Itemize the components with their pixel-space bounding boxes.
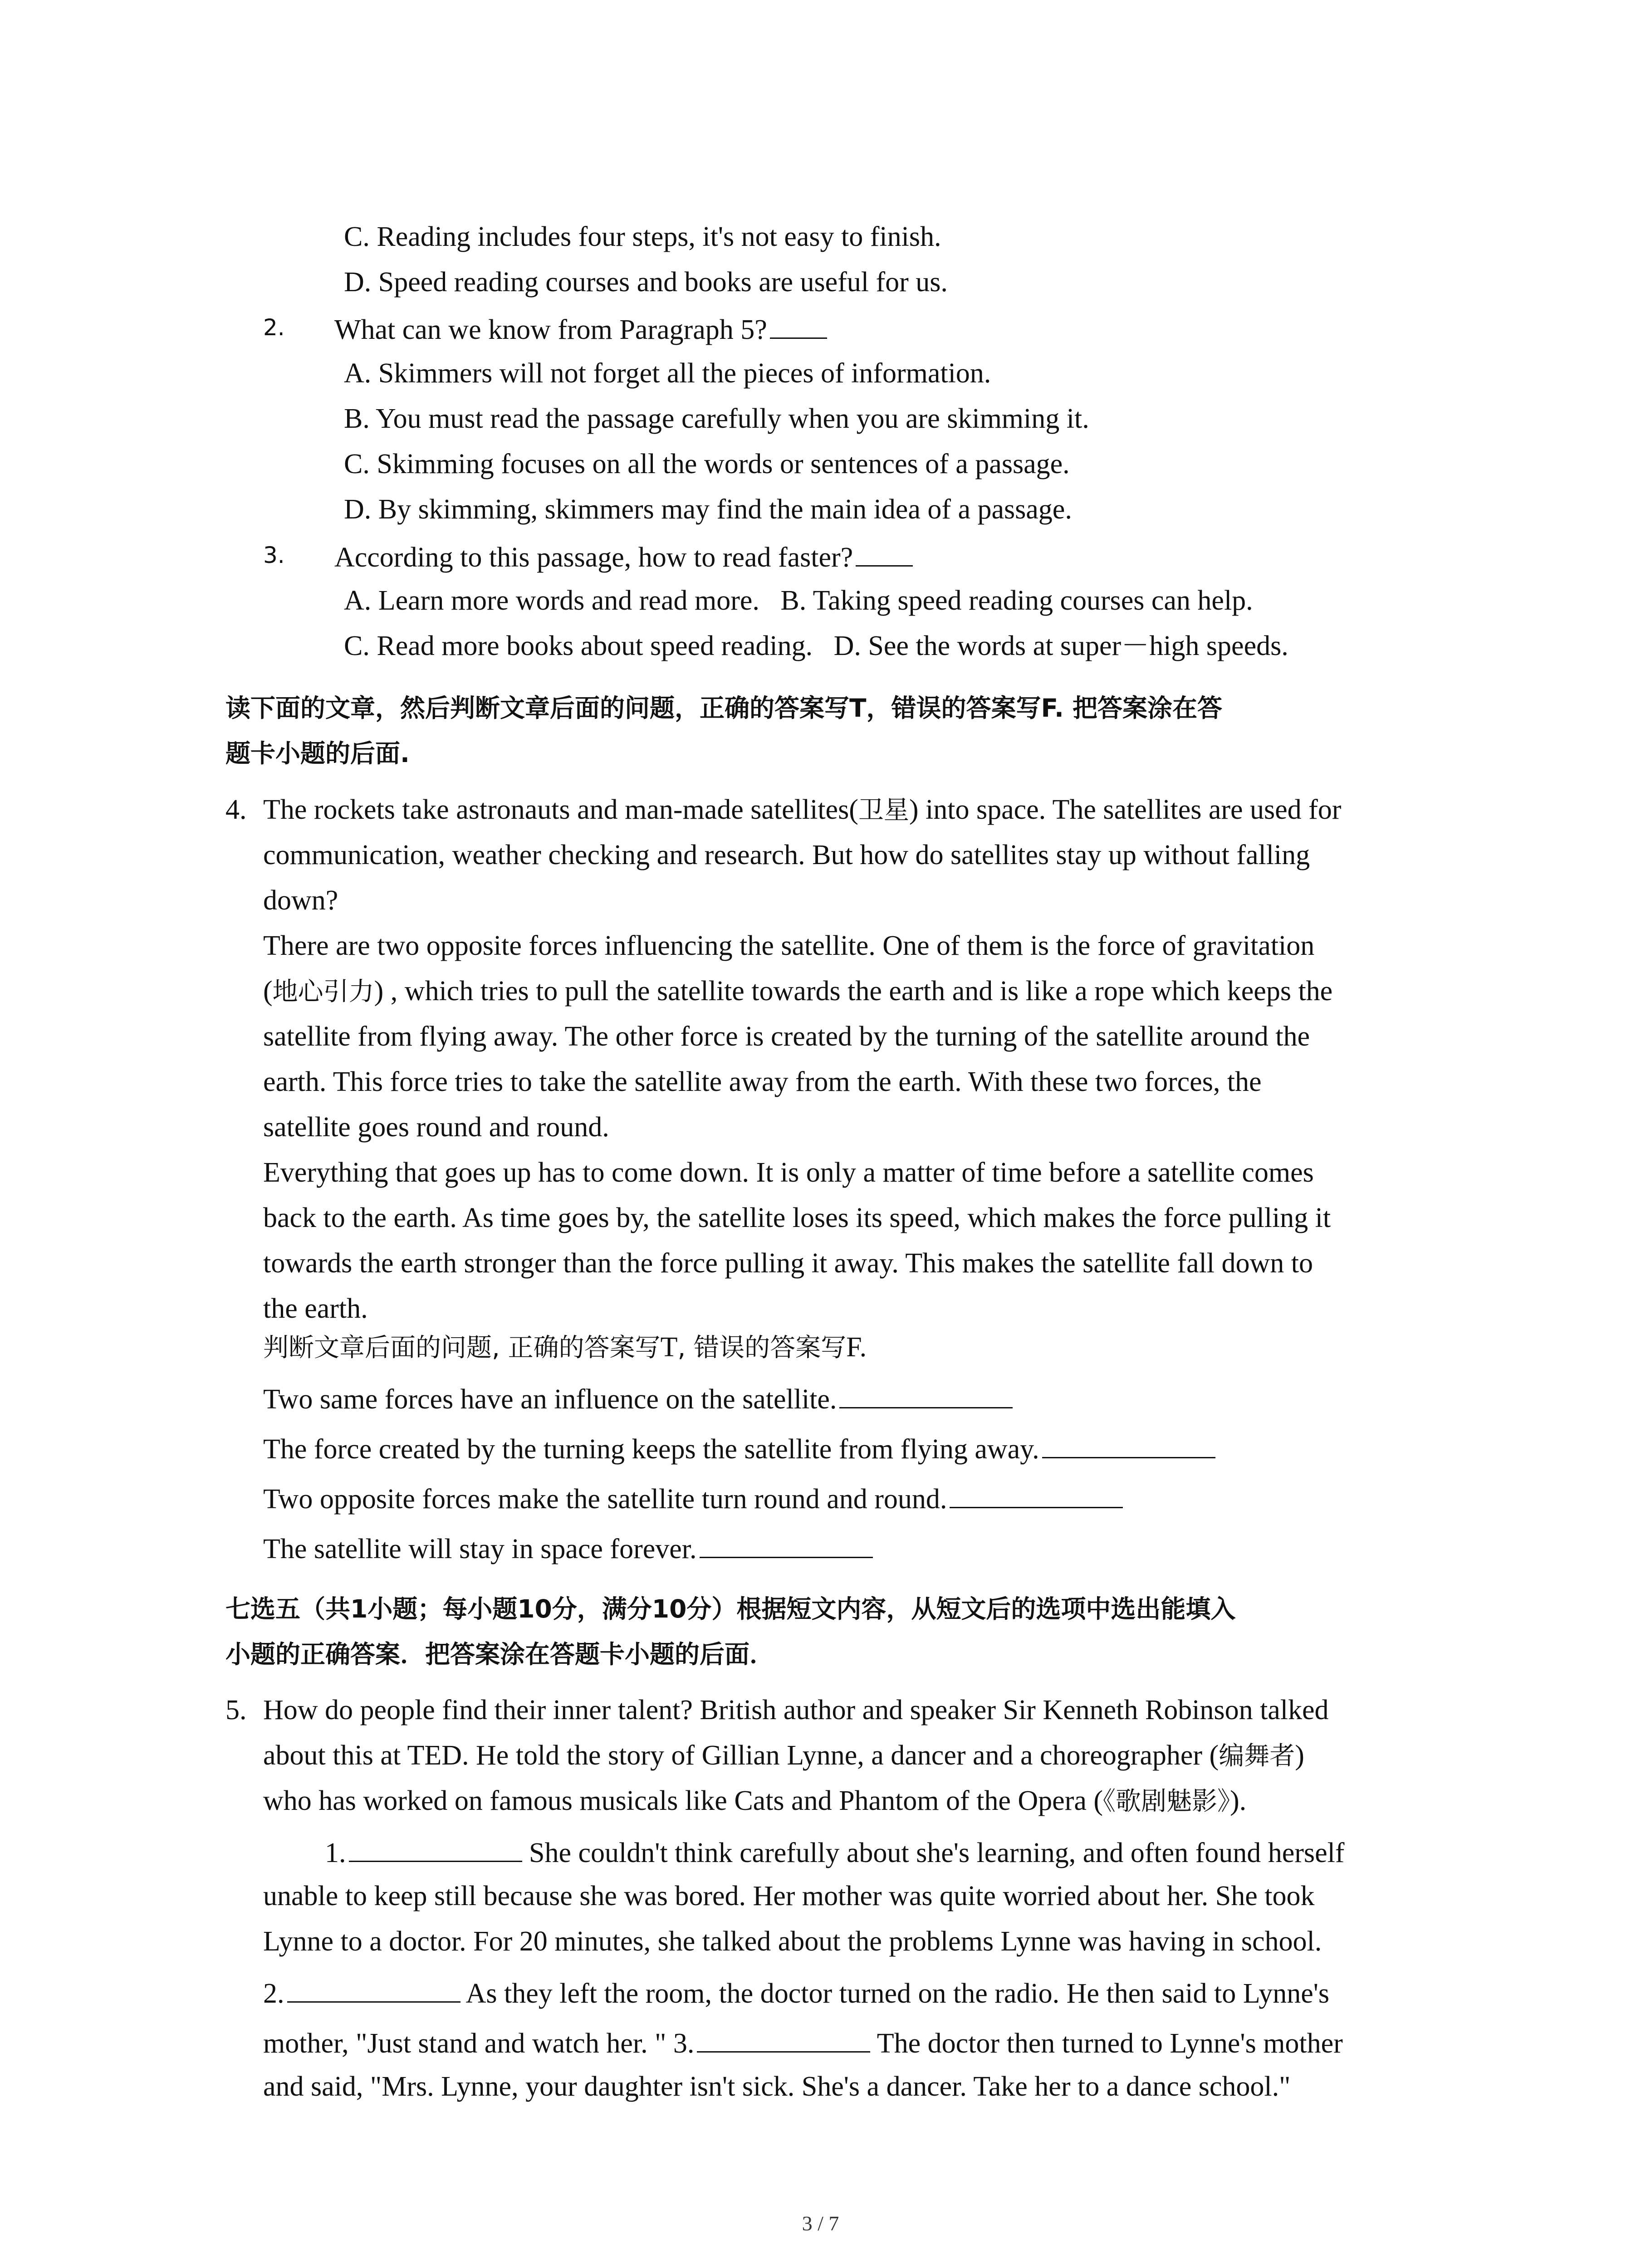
q2-option-a: A. Skimmers will not forget all the pieces of information.	[344, 358, 991, 389]
answer-blank[interactable]	[839, 1379, 1013, 1408]
section-heading: 七选五（共1小题；每小题10分，满分10分）根据短文内容，从短文后的选项中选出能填入	[225, 1594, 1236, 1623]
question-text: What can we know from Paragraph 5?	[334, 309, 827, 348]
answer-blank[interactable]	[697, 2023, 870, 2053]
answer-blank	[770, 309, 827, 339]
answer-blank[interactable]	[700, 1529, 873, 1558]
q1-option-d: D. Speed reading courses and books are useful for us.	[344, 267, 948, 298]
q3-options-ab: A. Learn more words and read more. B. Taking speed reading courses can help.	[344, 585, 1253, 616]
question-number: 2.	[263, 314, 285, 341]
answer-blank	[856, 537, 913, 567]
passage-line: the earth.	[263, 1293, 368, 1324]
answer-blank[interactable]	[1042, 1429, 1215, 1458]
passage-line: about this at TED. He told the story of Gillian Lynne, a dancer and a choreographer (编舞者)	[263, 1740, 1304, 1771]
q2-option-b: B. You must read the passage carefully when you are skimming it.	[344, 403, 1089, 434]
passage-line: 2. As they left the room, the doctor turned on the radio. He then said to Lynne's	[263, 1973, 1329, 2012]
passage-number: 4.	[225, 794, 247, 825]
passage-line: communication, weather checking and research. But how do satellites stay up without falling	[263, 840, 1310, 870]
passage-line: earth. This force tries to take the satellite away from the earth. With these two forces, the	[263, 1066, 1262, 1097]
passage-line: Lynne to a doctor. For 20 minutes, she talked about the problems Lynne was having in school.	[263, 1926, 1322, 1957]
question-text: According to this passage, how to read faster?	[334, 537, 913, 576]
q3-options-cd: C. Read more books about speed reading. D. See the words at super－high speeds.	[344, 631, 1288, 661]
passage-line: unable to keep still because she was bored. Her mother was quite worried about her. She took	[263, 1881, 1315, 1911]
passage-line: back to the earth. As time goes by, the satellite loses its speed, which makes the force pulling it	[263, 1202, 1331, 1233]
passage-line: towards the earth stronger than the force pulling it away. This makes the satellite fall down to	[263, 1248, 1313, 1279]
q1-option-c: C. Reading includes four steps, it's not easy to finish.	[344, 221, 941, 252]
statement: The satellite will stay in space forever.	[263, 1529, 873, 1567]
statement: The force created by the turning keeps the satellite from flying away.	[263, 1429, 1215, 1467]
answer-blank[interactable]	[349, 1833, 522, 1862]
section-heading-cont: 小题的正确答案．把答案涂在答题卡小题的后面．	[225, 1640, 775, 1669]
passage-line: mother, "Just stand and watch her. " 3. The doctor then turned to Lynne's mother	[263, 2023, 1343, 2062]
passage-line: (地心引力) , which tries to pull the satellite towards the earth and is like a rope which keeps the	[263, 976, 1333, 1007]
passage-line: 1. She couldn't think carefully about she's learning, and often found herself	[325, 1833, 1344, 1871]
answer-blank[interactable]	[950, 1479, 1123, 1508]
passage-line: down?	[263, 885, 338, 916]
section-heading: 读下面的文章，然后判断文章后面的问题，正确的答案写T，错误的答案写F. 把答案涂在答	[225, 694, 1223, 723]
passage-line: satellite from flying away. The other force is created by the turning of the satellite around the	[263, 1021, 1310, 1052]
passage-line: The rockets take astronauts and man-made satellites(卫星) into space. The satellites are used for	[263, 794, 1342, 825]
passage-line: who has worked on famous musicals like Cats and Phantom of the Opera (《歌剧魅影》).	[263, 1785, 1247, 1816]
judge-instruction: 判断文章后面的问题, 正确的答案写T, 错误的答案写F.	[263, 1332, 867, 1363]
passage-line: How do people find their inner talent? British author and speaker Sir Kenneth Robinson talked	[263, 1695, 1329, 1725]
passage-line: There are two opposite forces influencing the satellite. One of them is the force of gravitation	[263, 930, 1315, 961]
answer-blank[interactable]	[287, 1973, 460, 2003]
passage-line: satellite goes round and round.	[263, 1112, 609, 1143]
q2-option-d: D. By skimming, skimmers may find the main idea of a passage.	[344, 494, 1072, 525]
passage-line: and said, "Mrs. Lynne, your daughter isn't sick. She's a dancer. Take her to a dance school."	[263, 2071, 1291, 2102]
question-number: 3.	[263, 542, 285, 568]
page-number: 3 / 7	[802, 2212, 839, 2235]
q2-option-c: C. Skimming focuses on all the words or sentences of a passage.	[344, 449, 1070, 479]
statement: Two opposite forces make the satellite turn round and round.	[263, 1479, 1123, 1517]
passage-line: Everything that goes up has to come down. It is only a matter of time before a satellite comes	[263, 1157, 1314, 1188]
passage-number: 5.	[225, 1695, 247, 1725]
section-heading-cont: 题卡小题的后面.	[225, 739, 410, 768]
statement: Two same forces have an influence on the satellite.	[263, 1379, 1013, 1418]
